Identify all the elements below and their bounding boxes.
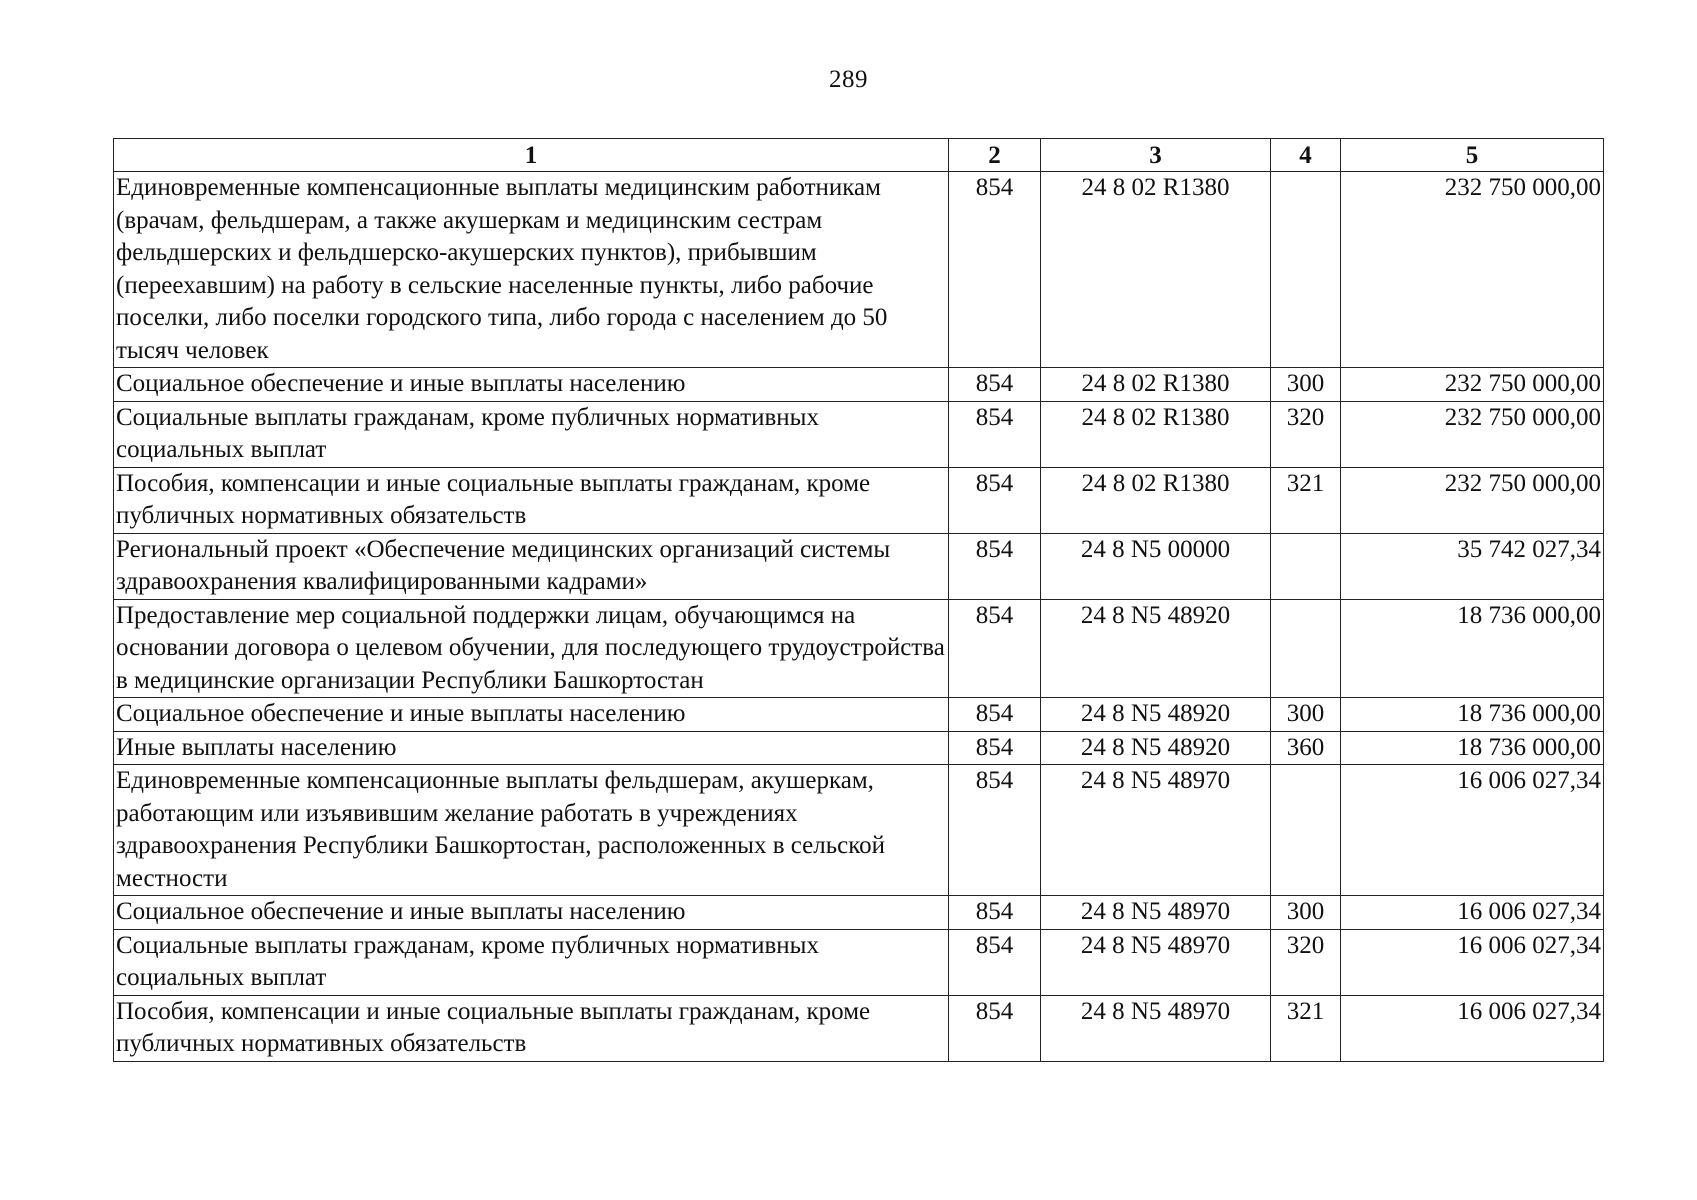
table-row — [114, 995, 1604, 1061]
table-row — [114, 929, 1604, 995]
row-code-cell: 854 — [949, 995, 1041, 1061]
row-expense-type-cell — [1271, 765, 1341, 896]
row-expense-type-cell: 360 — [1271, 731, 1341, 765]
table-row — [114, 533, 1604, 599]
row-name-cell: Социальные выплаты гражданам, кроме публичных нормативных социальных выплат — [114, 401, 949, 467]
row-name-cell: Единовременные компенсационные выплаты фельдшерам, акушеркам, работающим или изъявившим желание работать в учреждениях здравоохранения Республики Башкортостан, расположенных в сельской местности — [114, 765, 949, 896]
row-expense-type-cell: 300 — [1271, 368, 1341, 402]
row-code-cell: 854 — [949, 172, 1041, 368]
row-expense-type-cell: 300 — [1271, 896, 1341, 930]
row-name-cell: Пособия, компенсации и иные социальные выплаты гражданам, кроме публичных нормативных обязательств — [114, 467, 949, 533]
row-code-cell: 854 — [949, 896, 1041, 930]
row-expense-type-cell: 321 — [1271, 995, 1341, 1061]
row-code-cell: 854 — [949, 731, 1041, 765]
row-name-cell: Социальное обеспечение и иные выплаты населению — [114, 896, 949, 930]
row-amount-cell: 35 742 027,34 — [1341, 533, 1604, 599]
row-code-cell: 854 — [949, 929, 1041, 995]
row-amount-cell: 16 006 027,34 — [1341, 995, 1604, 1061]
row-amount-cell: 232 750 000,00 — [1341, 368, 1604, 402]
row-amount-cell: 232 750 000,00 — [1341, 401, 1604, 467]
row-amount-cell: 18 736 000,00 — [1341, 599, 1604, 698]
row-code-cell: 854 — [949, 698, 1041, 732]
row-name-cell: Предоставление мер социальной поддержки лицам, обучающимся на основании договора о целевом обучении, для последующего трудоустройства в медицинские организации Республики Башкортостан — [114, 599, 949, 698]
row-expense-type-cell — [1271, 599, 1341, 698]
row-name-cell: Единовременные компенсационные выплаты медицинским работникам (врачам, фельдшерам, а также акушеркам и медицинским сестрам фельдшерских и фельдшерско-акушерских пунктов), прибывшим (переехавшим) на работу в сельские населенные пункты, либо рабочие поселки, либо поселки городского типа, либо города с населением до 50 тысяч человек — [114, 172, 949, 368]
column-header-4: 4 — [1271, 139, 1341, 172]
column-header-5: 5 — [1341, 139, 1604, 172]
row-amount-cell: 18 736 000,00 — [1341, 698, 1604, 732]
row-target-article-cell: 24 8 N5 48970 — [1041, 929, 1271, 995]
row-target-article-cell: 24 8 N5 48970 — [1041, 896, 1271, 930]
table-row — [114, 731, 1604, 765]
row-code-cell: 854 — [949, 401, 1041, 467]
table-row — [114, 467, 1604, 533]
row-expense-type-cell — [1271, 172, 1341, 368]
page-number: 289 — [829, 66, 868, 93]
table-header-row — [114, 139, 1604, 172]
row-expense-type-cell: 320 — [1271, 401, 1341, 467]
row-code-cell: 854 — [949, 765, 1041, 896]
table-row — [114, 401, 1604, 467]
row-code-cell: 854 — [949, 533, 1041, 599]
row-expense-type-cell: 300 — [1271, 698, 1341, 732]
row-target-article-cell: 24 8 N5 48920 — [1041, 599, 1271, 698]
row-target-article-cell: 24 8 02 R1380 — [1041, 172, 1271, 368]
row-name-cell: Пособия, компенсации и иные социальные выплаты гражданам, кроме публичных нормативных обязательств — [114, 995, 949, 1061]
row-target-article-cell: 24 8 N5 00000 — [1041, 533, 1271, 599]
row-target-article-cell: 24 8 N5 48920 — [1041, 698, 1271, 732]
column-header-1: 1 — [114, 139, 949, 172]
row-target-article-cell: 24 8 02 R1380 — [1041, 467, 1271, 533]
row-name-cell: Социальные выплаты гражданам, кроме публичных нормативных социальных выплат — [114, 929, 949, 995]
row-code-cell: 854 — [949, 368, 1041, 402]
row-target-article-cell: 24 8 N5 48970 — [1041, 765, 1271, 896]
table-row — [114, 599, 1604, 698]
table-row — [114, 765, 1604, 896]
row-amount-cell: 16 006 027,34 — [1341, 765, 1604, 896]
column-header-3: 3 — [1041, 139, 1271, 172]
column-header-2: 2 — [949, 139, 1041, 172]
row-amount-cell: 16 006 027,34 — [1341, 896, 1604, 930]
row-name-cell: Социальное обеспечение и иные выплаты населению — [114, 698, 949, 732]
table-row — [114, 896, 1604, 930]
budget-table — [113, 138, 1604, 1062]
row-expense-type-cell — [1271, 533, 1341, 599]
row-expense-type-cell: 321 — [1271, 467, 1341, 533]
row-name-cell: Социальное обеспечение и иные выплаты населению — [114, 368, 949, 402]
row-expense-type-cell: 320 — [1271, 929, 1341, 995]
row-name-cell: Региональный проект «Обеспечение медицинских организаций системы здравоохранения квалифицированными кадрами» — [114, 533, 949, 599]
row-amount-cell: 232 750 000,00 — [1341, 467, 1604, 533]
table-body — [114, 172, 1604, 1062]
row-target-article-cell: 24 8 N5 48970 — [1041, 995, 1271, 1061]
row-target-article-cell: 24 8 N5 48920 — [1041, 731, 1271, 765]
row-target-article-cell: 24 8 02 R1380 — [1041, 368, 1271, 402]
row-amount-cell: 16 006 027,34 — [1341, 929, 1604, 995]
table-row — [114, 172, 1604, 368]
row-code-cell: 854 — [949, 599, 1041, 698]
table-row — [114, 368, 1604, 402]
row-amount-cell: 18 736 000,00 — [1341, 731, 1604, 765]
row-target-article-cell: 24 8 02 R1380 — [1041, 401, 1271, 467]
row-name-cell: Иные выплаты населению — [114, 731, 949, 765]
table-row — [114, 698, 1604, 732]
row-code-cell: 854 — [949, 467, 1041, 533]
row-amount-cell: 232 750 000,00 — [1341, 172, 1604, 368]
